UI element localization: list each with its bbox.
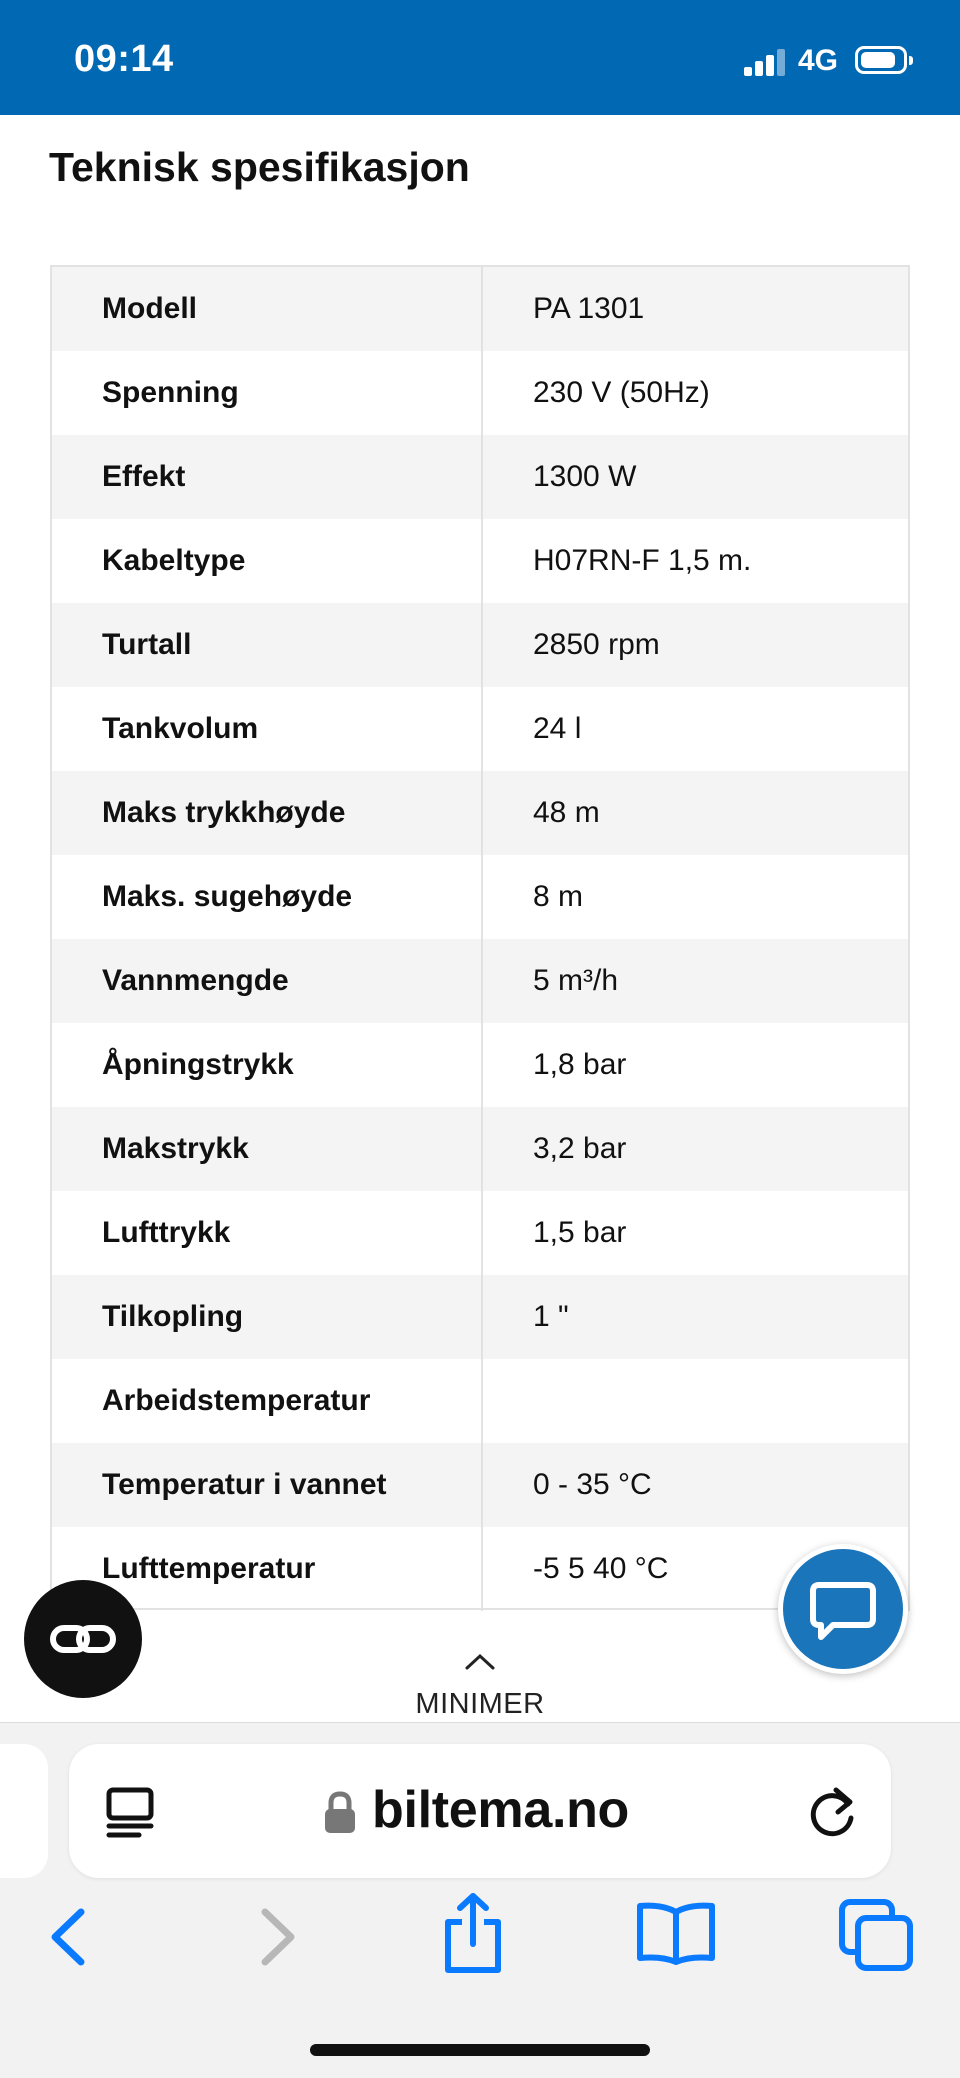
- chat-button[interactable]: [778, 1544, 908, 1674]
- table-row: [52, 1023, 908, 1107]
- lock-icon: [323, 1790, 357, 1834]
- home-indicator: [310, 2044, 650, 2056]
- back-icon[interactable]: [45, 1906, 93, 1968]
- spec-table: [50, 265, 910, 1611]
- table-row: [52, 519, 908, 603]
- previous-tab-peek[interactable]: [0, 1744, 48, 1878]
- spec-value: 3,2 bar: [533, 1132, 627, 1165]
- glasses-icon: [24, 1580, 142, 1698]
- spec-label: Lufttemperatur: [52, 1527, 483, 1611]
- spec-label: Tilkopling: [52, 1275, 483, 1359]
- spec-label: Effekt: [52, 435, 483, 519]
- table-row: [52, 267, 908, 351]
- bookmarks-icon[interactable]: [636, 1900, 716, 1966]
- reader-toggle-button[interactable]: [24, 1580, 142, 1698]
- spec-value: 1,8 bar: [533, 1048, 627, 1081]
- spec-label: Spenning: [52, 351, 483, 435]
- spec-value: 24 l: [533, 712, 582, 745]
- table-row: [52, 1359, 908, 1443]
- spec-label: Maks. sugehøyde: [52, 855, 483, 939]
- spec-label: Makstrykk: [52, 1107, 483, 1191]
- spec-label: Temperatur i vannet: [52, 1443, 483, 1527]
- spec-value: 48 m: [533, 796, 600, 829]
- table-row: [52, 1191, 908, 1275]
- battery-icon: [855, 46, 907, 74]
- forward-icon[interactable]: [253, 1906, 301, 1968]
- table-row: [52, 687, 908, 771]
- chat-bubble-icon: [783, 1549, 903, 1669]
- spec-label: Modell: [52, 267, 483, 351]
- network-type: 4G: [798, 44, 839, 77]
- table-row: [52, 771, 908, 855]
- spec-value: 2850 rpm: [533, 628, 660, 661]
- spec-value: PA 1301: [533, 292, 645, 325]
- url-text[interactable]: biltema.no: [372, 1781, 630, 1839]
- table-row: [52, 1275, 908, 1359]
- spec-label: Åpningstrykk: [52, 1023, 483, 1107]
- table-row: [52, 1443, 908, 1527]
- spec-value: -5 5 40 °C: [533, 1552, 669, 1585]
- table-row: [52, 939, 908, 1023]
- table-row: [52, 351, 908, 435]
- spec-value: 230 V (50Hz): [533, 376, 710, 409]
- spec-value: 8 m: [533, 880, 584, 913]
- reload-icon[interactable]: [806, 1784, 860, 1840]
- spec-label: Maks trykkhøyde: [52, 771, 483, 855]
- signal-bars-icon: [744, 48, 786, 76]
- battery-level: [861, 52, 895, 68]
- spec-label: Vannmengde: [52, 939, 483, 1023]
- spec-label: Arbeidstemperatur: [52, 1359, 483, 1443]
- spec-label: Kabeltype: [52, 519, 483, 603]
- spec-label: Lufttrykk: [52, 1191, 483, 1275]
- table-row: [52, 435, 908, 519]
- table-row: [52, 603, 908, 687]
- spec-value: 1 ": [533, 1300, 569, 1333]
- spec-value: H07RN-F 1,5 m.: [533, 544, 752, 577]
- spec-value: 0 - 35 °C: [533, 1468, 652, 1501]
- spec-label: Turtall: [52, 603, 483, 687]
- page-menu-icon[interactable]: [105, 1786, 155, 1838]
- status-time: 09:14: [74, 38, 174, 80]
- spec-value: [483, 1359, 908, 1443]
- table-row: [52, 1107, 908, 1191]
- status-bar: [0, 0, 960, 115]
- spec-value: 1300 W: [533, 460, 637, 493]
- spec-value: 1,5 bar: [533, 1216, 627, 1249]
- spec-value: 5 m³/h: [533, 964, 619, 997]
- table-row: [52, 855, 908, 939]
- page-title: Teknisk spesifikasjon: [49, 144, 470, 190]
- chevron-up-icon[interactable]: [463, 1650, 497, 1672]
- spec-label: Tankvolum: [52, 687, 483, 771]
- tabs-icon[interactable]: [838, 1898, 914, 1972]
- minimize-button[interactable]: MINIMER: [415, 1688, 545, 1720]
- share-icon[interactable]: [440, 1892, 506, 1974]
